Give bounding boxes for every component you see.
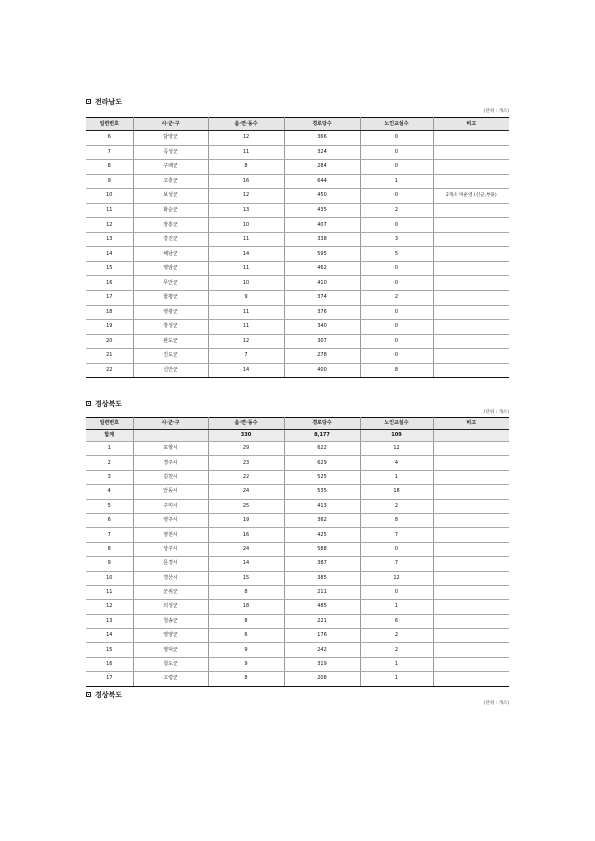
cell-district: 영양군 xyxy=(133,629,208,643)
cell-serial: 7 xyxy=(86,145,133,160)
cell-senior-class-count: 0 xyxy=(360,320,433,335)
cell-serial: 6 xyxy=(86,131,133,146)
cell-town-count: 11 xyxy=(208,145,284,160)
cell-remarks xyxy=(433,160,509,175)
cell-district: 영천시 xyxy=(133,528,208,542)
cell-serial: 12 xyxy=(86,600,133,614)
cell-senior-center-count: 410 xyxy=(284,276,360,291)
cell-serial: 9 xyxy=(86,557,133,571)
cell-senior-center-count: 385 xyxy=(284,571,360,585)
table-row xyxy=(86,672,509,686)
cell-senior-class-count: 3 xyxy=(360,232,433,247)
cell-senior-center-count: 338 xyxy=(284,232,360,247)
cell-town-count: 14 xyxy=(208,247,284,262)
cell-senior-center-count: 595 xyxy=(284,247,360,262)
cell-town-count: 25 xyxy=(208,499,284,513)
cell-senior-center-count: 284 xyxy=(284,160,360,175)
cell-senior-class-count: 4 xyxy=(360,456,433,470)
total-row xyxy=(86,430,509,442)
cell-town-count: 14 xyxy=(208,363,284,378)
header-serial: 일련번호 xyxy=(86,118,133,131)
cell-district: 문경시 xyxy=(133,557,208,571)
table-row xyxy=(86,456,509,470)
cell-serial: 8 xyxy=(86,542,133,556)
cell-district: 김천시 xyxy=(133,470,208,484)
table-row xyxy=(86,657,509,671)
header-town-count: 읍·면·동수 xyxy=(208,418,284,430)
cell-senior-center-count: 622 xyxy=(284,442,360,456)
cell-senior-class-count: 2 xyxy=(360,203,433,218)
unit-label: (단위 : 개소) xyxy=(483,410,509,415)
cell-serial: 20 xyxy=(86,334,133,349)
cell-remarks xyxy=(433,672,509,686)
cell-town-count: 18 xyxy=(208,600,284,614)
cell-serial: 1 xyxy=(86,442,133,456)
cell-district: 곡성군 xyxy=(133,145,208,160)
cell-senior-class-count: 0 xyxy=(360,276,433,291)
cell-town-count: 11 xyxy=(208,305,284,320)
table-row xyxy=(86,513,509,527)
cell-senior-center-count: 435 xyxy=(284,203,360,218)
cell-remarks xyxy=(433,485,509,499)
cell-senior-center-count: 376 xyxy=(284,305,360,320)
cell-town-count: 14 xyxy=(208,557,284,571)
section-title-text: 경상북도 xyxy=(95,691,123,699)
cell-remarks xyxy=(433,334,509,349)
cell-senior-class-count: 0 xyxy=(360,218,433,233)
cell-district: 영주시 xyxy=(133,513,208,527)
table-row xyxy=(86,218,509,233)
cell-town-count: 22 xyxy=(208,470,284,484)
cell-senior-center-count: 462 xyxy=(284,261,360,276)
cell-district: 영덕군 xyxy=(133,643,208,657)
table-row xyxy=(86,600,509,614)
cell-district: 청송군 xyxy=(133,614,208,628)
cell-senior-class-count: 0 xyxy=(360,349,433,364)
cell-remarks xyxy=(433,600,509,614)
cell-serial: 9 xyxy=(86,174,133,189)
cell-senior-class-count: 0 xyxy=(360,305,433,320)
cell-district: 무안군 xyxy=(133,276,208,291)
section-title-text: 경상북도 xyxy=(95,400,123,408)
cell-serial: 11 xyxy=(86,203,133,218)
table-row xyxy=(86,585,509,599)
cell-remarks xyxy=(433,247,509,262)
table-row xyxy=(86,643,509,657)
table-row xyxy=(86,442,509,456)
table-row xyxy=(86,614,509,628)
table-row xyxy=(86,131,509,146)
cell-senior-class-count: 8 xyxy=(360,513,433,527)
cell-town-count: 9 xyxy=(208,643,284,657)
cell-town-count: 13 xyxy=(208,203,284,218)
total-district xyxy=(133,430,208,442)
cell-town-count: 10 xyxy=(208,276,284,291)
cell-remarks xyxy=(433,305,509,320)
cell-town-count: 16 xyxy=(208,174,284,189)
cell-senior-center-count: 366 xyxy=(284,131,360,146)
cell-district: 청도군 xyxy=(133,657,208,671)
cell-senior-class-count: 0 xyxy=(360,542,433,556)
cell-serial: 6 xyxy=(86,513,133,527)
cell-remarks xyxy=(433,614,509,628)
cell-remarks xyxy=(433,528,509,542)
cell-town-count: 10 xyxy=(208,218,284,233)
cell-senior-class-count: 0 xyxy=(360,189,433,204)
cell-serial: 3 xyxy=(86,470,133,484)
cell-remarks xyxy=(433,261,509,276)
data-table xyxy=(86,417,509,687)
cell-senior-center-count: 362 xyxy=(284,513,360,527)
cell-senior-center-count: 242 xyxy=(284,643,360,657)
header-senior-center-count: 경로당수 xyxy=(284,118,360,131)
cell-remarks xyxy=(433,203,509,218)
cell-town-count: 6 xyxy=(208,629,284,643)
table-row xyxy=(86,470,509,484)
cell-serial: 15 xyxy=(86,261,133,276)
cell-town-count: 19 xyxy=(208,513,284,527)
cell-district: 고흥군 xyxy=(133,174,208,189)
cell-senior-class-count: 2 xyxy=(360,499,433,513)
table-row xyxy=(86,334,509,349)
cell-town-count: 9 xyxy=(208,291,284,306)
cell-senior-center-count: 374 xyxy=(284,291,360,306)
cell-remarks xyxy=(433,349,509,364)
cell-serial: 14 xyxy=(86,629,133,643)
cell-serial: 8 xyxy=(86,160,133,175)
cell-senior-class-count: 0 xyxy=(360,145,433,160)
header-remarks: 비고 xyxy=(433,118,509,131)
cell-remarks xyxy=(433,131,509,146)
cell-serial: 16 xyxy=(86,657,133,671)
cell-remarks xyxy=(433,276,509,291)
cell-serial: 19 xyxy=(86,320,133,335)
cell-district: 포항시 xyxy=(133,442,208,456)
cell-district: 장성군 xyxy=(133,320,208,335)
cell-remarks xyxy=(433,657,509,671)
cell-town-count: 8 xyxy=(208,672,284,686)
cell-senior-class-count: 1 xyxy=(360,672,433,686)
cell-senior-class-count: 1 xyxy=(360,600,433,614)
table-row xyxy=(86,320,509,335)
cell-district: 상주시 xyxy=(133,542,208,556)
cell-town-count: 16 xyxy=(208,528,284,542)
header-remarks: 비고 xyxy=(433,418,509,430)
total-label: 합계 xyxy=(86,430,133,442)
cell-serial: 5 xyxy=(86,499,133,513)
cell-senior-center-count: 176 xyxy=(284,629,360,643)
cell-senior-center-count: 535 xyxy=(284,485,360,499)
data-table xyxy=(86,117,509,378)
table-row xyxy=(86,499,509,513)
cell-senior-center-count: 221 xyxy=(284,614,360,628)
cell-senior-class-count: 0 xyxy=(360,334,433,349)
table-body xyxy=(86,430,509,687)
table-row xyxy=(86,145,509,160)
cell-senior-center-count: 340 xyxy=(284,320,360,335)
cell-town-count: 12 xyxy=(208,131,284,146)
cell-senior-center-count: 450 xyxy=(284,189,360,204)
table-row xyxy=(86,160,509,175)
section-title-text: 전라남도 xyxy=(95,98,123,106)
header-senior-class-count: 노인교실수 xyxy=(360,418,433,430)
table-row xyxy=(86,528,509,542)
table-row xyxy=(86,542,509,556)
cell-senior-center-count: 644 xyxy=(284,174,360,189)
cell-remarks xyxy=(433,542,509,556)
cell-district: 경주시 xyxy=(133,456,208,470)
cell-senior-class-count: 0 xyxy=(360,585,433,599)
cell-remarks xyxy=(433,145,509,160)
cell-remarks xyxy=(433,232,509,247)
cell-district: 영암군 xyxy=(133,261,208,276)
cell-serial: 10 xyxy=(86,571,133,585)
cell-serial: 7 xyxy=(86,528,133,542)
cell-senior-center-count: 407 xyxy=(284,218,360,233)
total-town-count: 330 xyxy=(208,430,284,442)
cell-district: 고령군 xyxy=(133,672,208,686)
cell-district: 담양군 xyxy=(133,131,208,146)
header-town-count: 읍·면·동수 xyxy=(208,118,284,131)
cell-remarks xyxy=(433,499,509,513)
cell-serial: 18 xyxy=(86,305,133,320)
cell-senior-class-count: 7 xyxy=(360,557,433,571)
cell-town-count: 11 xyxy=(208,320,284,335)
cell-serial: 10 xyxy=(86,189,133,204)
cell-district: 구례군 xyxy=(133,160,208,175)
cell-senior-class-count: 1 xyxy=(360,470,433,484)
cell-senior-class-count: 0 xyxy=(360,261,433,276)
table-row xyxy=(86,174,509,189)
table-body xyxy=(86,131,509,378)
cell-district: 군위군 xyxy=(133,585,208,599)
cell-town-count: 29 xyxy=(208,442,284,456)
cell-remarks xyxy=(433,629,509,643)
cell-town-count: 11 xyxy=(208,232,284,247)
cell-senior-center-count: 387 xyxy=(284,557,360,571)
cell-remarks xyxy=(433,320,509,335)
cell-senior-class-count: 2 xyxy=(360,629,433,643)
cell-district: 완도군 xyxy=(133,334,208,349)
cell-senior-center-count: 211 xyxy=(284,585,360,599)
cell-remarks xyxy=(433,174,509,189)
header-district: 시·군·구 xyxy=(133,118,208,131)
cell-serial: 12 xyxy=(86,218,133,233)
cell-district: 장흥군 xyxy=(133,218,208,233)
cell-serial: 22 xyxy=(86,363,133,378)
cell-district: 의성군 xyxy=(133,600,208,614)
table-row xyxy=(86,557,509,571)
total-senior-class-count: 109 xyxy=(360,430,433,442)
header-serial: 일련번호 xyxy=(86,418,133,430)
square-bullet-icon xyxy=(86,692,91,697)
cell-remarks xyxy=(433,218,509,233)
cell-remarks xyxy=(433,442,509,456)
cell-senior-center-count: 629 xyxy=(284,456,360,470)
cell-district: 해남군 xyxy=(133,247,208,262)
cell-district: 화순군 xyxy=(133,203,208,218)
unit-label: (단위 : 개소) xyxy=(483,109,509,114)
cell-serial: 2 xyxy=(86,456,133,470)
cell-senior-class-count: 18 xyxy=(360,485,433,499)
cell-senior-center-count: 400 xyxy=(284,363,360,378)
cell-district: 진도군 xyxy=(133,349,208,364)
cell-remarks: 2개소 미운영 (신군,부용) xyxy=(433,189,509,204)
unit-label: (단위 : 개소) xyxy=(483,701,509,706)
cell-remarks xyxy=(433,363,509,378)
cell-senior-center-count: 324 xyxy=(284,145,360,160)
cell-senior-center-count: 485 xyxy=(284,600,360,614)
cell-serial: 13 xyxy=(86,232,133,247)
cell-serial: 16 xyxy=(86,276,133,291)
square-bullet-icon xyxy=(86,99,91,104)
cell-senior-class-count: 7 xyxy=(360,528,433,542)
table-row xyxy=(86,363,509,378)
cell-town-count: 24 xyxy=(208,542,284,556)
cell-serial: 17 xyxy=(86,291,133,306)
cell-senior-center-count: 208 xyxy=(284,672,360,686)
cell-town-count: 24 xyxy=(208,485,284,499)
cell-remarks xyxy=(433,291,509,306)
cell-senior-class-count: 12 xyxy=(360,571,433,585)
cell-remarks xyxy=(433,643,509,657)
cell-town-count: 8 xyxy=(208,614,284,628)
cell-town-count: 8 xyxy=(208,160,284,175)
cell-district: 함평군 xyxy=(133,291,208,306)
cell-senior-center-count: 525 xyxy=(284,470,360,484)
cell-senior-center-count: 413 xyxy=(284,499,360,513)
cell-senior-class-count: 12 xyxy=(360,442,433,456)
cell-remarks xyxy=(433,470,509,484)
cell-town-count: 11 xyxy=(208,261,284,276)
cell-district: 구미시 xyxy=(133,499,208,513)
cell-senior-class-count: 5 xyxy=(360,247,433,262)
cell-district: 강진군 xyxy=(133,232,208,247)
cell-town-count: 12 xyxy=(208,189,284,204)
cell-senior-center-count: 588 xyxy=(284,542,360,556)
header-senior-class-count: 노인교실수 xyxy=(360,118,433,131)
cell-senior-class-count: 0 xyxy=(360,131,433,146)
cell-district: 안동시 xyxy=(133,485,208,499)
table-row xyxy=(86,349,509,364)
cell-senior-center-count: 278 xyxy=(284,349,360,364)
table-row xyxy=(86,189,509,204)
cell-serial: 11 xyxy=(86,585,133,599)
cell-serial: 14 xyxy=(86,247,133,262)
section-title xyxy=(86,97,122,107)
cell-town-count: 15 xyxy=(208,571,284,585)
table-row xyxy=(86,203,509,218)
cell-senior-center-count: 307 xyxy=(284,334,360,349)
cell-district: 영광군 xyxy=(133,305,208,320)
cell-serial: 15 xyxy=(86,643,133,657)
cell-remarks xyxy=(433,557,509,571)
cell-senior-class-count: 0 xyxy=(360,160,433,175)
table-row xyxy=(86,305,509,320)
table-row xyxy=(86,276,509,291)
cell-senior-center-count: 319 xyxy=(284,657,360,671)
total-remarks xyxy=(433,430,509,442)
table-row xyxy=(86,291,509,306)
cell-remarks xyxy=(433,585,509,599)
cell-town-count: 9 xyxy=(208,657,284,671)
cell-remarks xyxy=(433,456,509,470)
cell-serial: 17 xyxy=(86,672,133,686)
cell-district: 보성군 xyxy=(133,189,208,204)
cell-town-count: 7 xyxy=(208,349,284,364)
table-row xyxy=(86,485,509,499)
cell-district: 경산시 xyxy=(133,571,208,585)
cell-serial: 13 xyxy=(86,614,133,628)
cell-serial: 21 xyxy=(86,349,133,364)
cell-senior-class-count: 2 xyxy=(360,291,433,306)
table-row xyxy=(86,232,509,247)
square-bullet-icon xyxy=(86,401,91,406)
cell-town-count: 8 xyxy=(208,585,284,599)
cell-senior-class-count: 6 xyxy=(360,614,433,628)
cell-senior-class-count: 1 xyxy=(360,174,433,189)
table-row xyxy=(86,629,509,643)
header-district: 시·군·구 xyxy=(133,418,208,430)
table-row xyxy=(86,261,509,276)
total-senior-center-count: 8,177 xyxy=(284,430,360,442)
header-senior-center-count: 경로당수 xyxy=(284,418,360,430)
table-row xyxy=(86,571,509,585)
table-row xyxy=(86,247,509,262)
cell-district: 신안군 xyxy=(133,363,208,378)
cell-senior-class-count: 1 xyxy=(360,657,433,671)
cell-town-count: 12 xyxy=(208,334,284,349)
cell-senior-class-count: 2 xyxy=(360,643,433,657)
cell-senior-class-count: 8 xyxy=(360,363,433,378)
section-title xyxy=(86,690,122,700)
cell-serial: 4 xyxy=(86,485,133,499)
cell-senior-center-count: 425 xyxy=(284,528,360,542)
cell-remarks xyxy=(433,571,509,585)
cell-town-count: 23 xyxy=(208,456,284,470)
section-title xyxy=(86,399,122,409)
cell-remarks xyxy=(433,513,509,527)
